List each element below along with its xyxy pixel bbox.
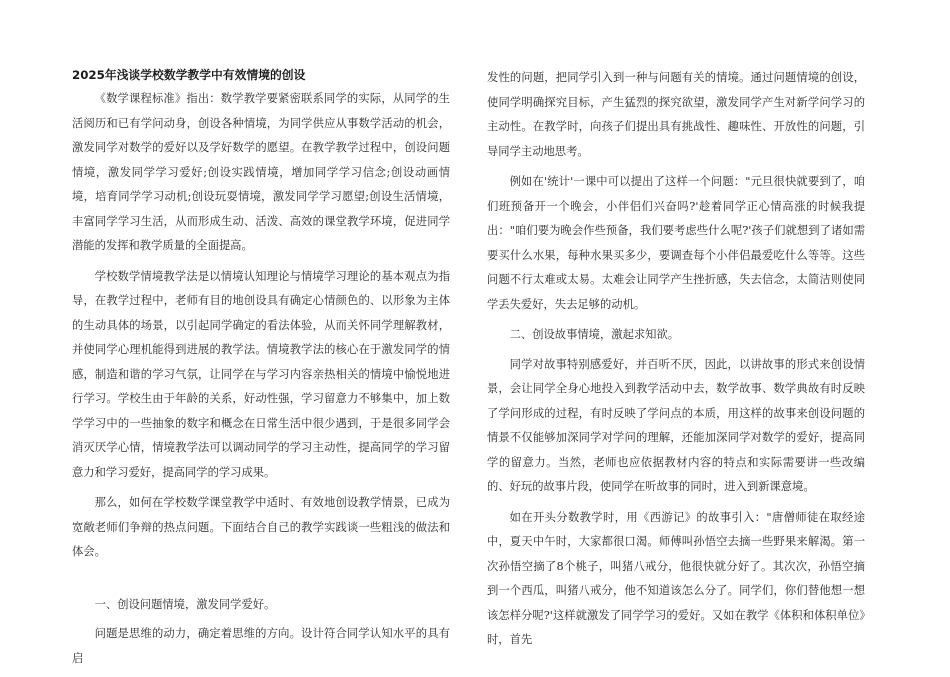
body-paragraph: 那么，如何在学校数学课堂教学中适时、有效地创设教学情景，已成为宽敞老师们争辩的热点问题。下面结合自己的教学实践谈一些粗浅的做法和体会。 (72, 496, 450, 558)
body-paragraph: 如在开头分数教学时，用《西游记》的故事引入："唐僧师徒在取经途中，夏天中午时，大家都很口渴。师傅叫孙悟空去摘一些野果来解渴。第一次孙悟空摘了8个桃子，叫猪八戒分，他很快就分好了。其次次，孙悟空摘到一个西瓜，叫猪八戒分，他不知道该怎么分了。同学们，你们替他想一想该怎样分呢?'这样就激发了同学学习的爱好。又如在教学《体积和体积单位》时，首先 (487, 510, 865, 646)
document-title: 2025年浅谈学校数学教学中有效情境的创设 (72, 68, 306, 82)
left-column (72, 64, 450, 677)
section-heading-2: 二、创设故事情境，激起求知欲。 (509, 328, 680, 341)
body-paragraph: 学校数学情境教学法是以情境认知理论与情境学习理论的基本观点为指导，在教学过程中，老师有目的地创设具有确定心情颜色的、以形象为主体的生动具体的场景，以引起同学确定的看法体验，从而关怀同学理解教材，并使同学心理机能得到进展的教学法。情境教学法的核心在于激发同学的情感，制造和谐的学习气氛，让同学在与学习内容亲热相关的情境中愉悦地进行学习。学校生由于年龄的关系，好动性强，学习留意力不够集中，加上数学学习中的一些抽象的数字和概念在日常生活中很少遇到，于是很多同学会消灭厌学心情，情境教学法可以调动同学的学习主动性，提高同学的学习留意力和学习爱好，提高同学的学习成果。 (72, 269, 450, 479)
body-paragraph: 例如在'统计'一课中可以提出了这样一个问题："元旦很快就要到了，咱们班预备开一个晚会，小伴侣们兴奋吗?'趁着同学正心情高涨的时候我提出："咱们要为晚会作些预备，我们要考虑些什么呢?'孩子们就想到了诸如需要买什么水果，每种水果买多少，要调查每个小伴侣最爱吃什么等等。这些问题不行太难或太易。太难会让同学产生挫折感，失去信念，太简洁则使同学丢失爱好，失去足够的动机。 (487, 175, 865, 311)
right-column (487, 66, 865, 659)
body-paragraph-continued: 发性的问题，把同学引入到一种与问题有关的情境。通过问题情境的创设，使同学明确探究目标，产生猛烈的探究欲望，激发同学产生对新学问学习的主动性。在教学时，向孩子们提出具有挑战性、趣味性、开放性的问题，引导同学主动地思考。 (487, 71, 865, 158)
body-paragraph: 同学对故事特别感爱好，并百听不厌，因此，以讲故事的形式来创设情景，会让同学全身心地投入到教学活动中去，数学故事、数学典故有时反映了学问形成的过程，有时反映了学问点的本质，用这样的故事来创设问题的情景不仅能够加深同学对学问的理解，还能加深同学对数学的爱好，提高同学的留意力。当然，老师也应依据教材内容的特点和实际需要讲一些改编的、好玩的故事片段，使同学在听故事的同时，进入到新课意境。 (487, 357, 865, 493)
section-heading-1: 一、创设问题情境，激发同学爱好。 (94, 597, 276, 611)
paragraph-spacer (72, 571, 450, 593)
body-paragraph: 问题是思维的动力，确定着思维的方向。设计符合同学认知水平的具有启 (72, 627, 450, 665)
body-paragraph: 《数学课程标准》指出：数学教学要紧密联系同学的实际，从同学的生活阅历和已有学问动身，创设各种情境，为同学供应从事数学活动的机会，激发同学对数学的爱好以及学好数学的愿望。在教学教学过程中，创设问题情境，激发同学学习爱好;创设实践情境，增加同学学习信念;创设动画情境，培育同学学习动机;创设玩耍情境，激发同学学习愿望;创设生活情境，丰富同学学习生活，从而形成生动、活泼、高效的课堂教学环境，促进同学潜能的发挥和教学质量的全面提高。 (72, 92, 450, 252)
